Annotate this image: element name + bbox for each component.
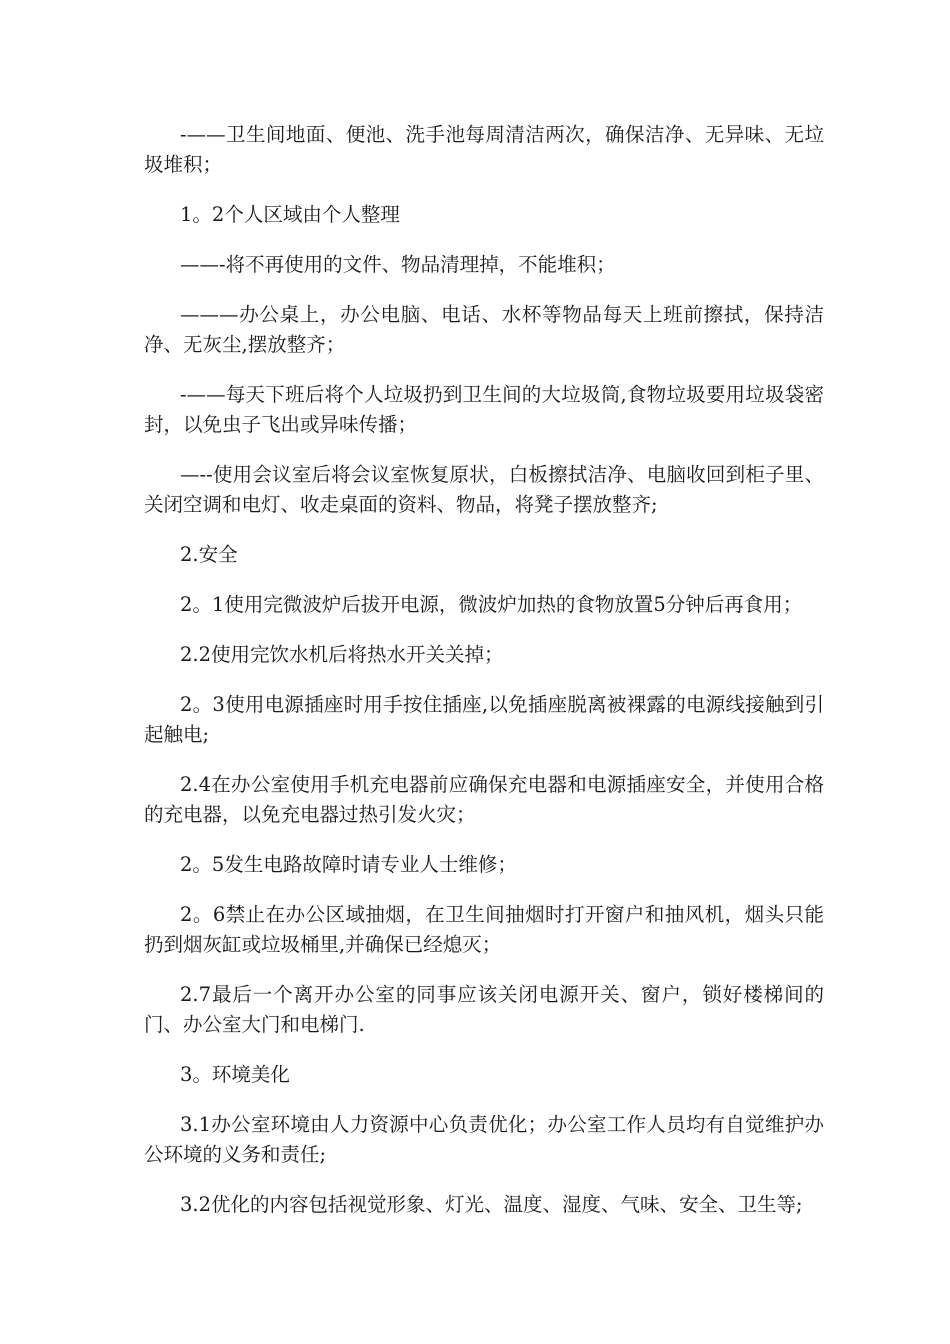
paragraph: -——每天下班后将个人垃圾扔到卫生间的大垃圾筒,食物垃圾要用垃圾袋密封，以免虫子飞出或异味传播； (144, 383, 824, 436)
paragraph: 2。5发生电路故障时请专业人士维修； (180, 853, 517, 876)
paragraph: 2。6禁止在办公区域抽烟，在卫生间抽烟时打开窗户和抽风机，烟头只能扔到烟灰缸或垃圾桶里,并确保已经熄灭； (144, 903, 824, 956)
paragraph: 2.7最后一个离开办公室的同事应该关闭电源开关、窗户，锁好楼梯间的门、办公室大门和电梯门. (144, 983, 824, 1036)
paragraph: ——-将不再使用的文件、物品清理掉，不能堆积； (180, 253, 616, 276)
paragraph: 2.2使用完饮水机后将热水开关关掉； (180, 643, 504, 666)
paragraph: 2。1使用完微波炉后拔开电源，微波炉加热的食物放置5分钟后再食用； (180, 593, 803, 616)
paragraph: -——卫生间地面、便池、洗手池每周清洁两次，确保洁净、无异味、无垃圾堆积； (144, 123, 824, 176)
paragraph: 2.4在办公室使用手机充电器前应确保充电器和电源插座安全，并使用合格的充电器，以免充电器过热引发火灾； (144, 773, 824, 826)
paragraph: 2。3使用电源插座时用手按住插座,以免插座脱离被裸露的电源线接触到引起触电; (144, 693, 824, 746)
paragraph: 3.1办公室环境由人力资源中心负责优化；办公室工作人员均有自觉维护办公环境的义务和责任; (144, 1113, 824, 1166)
document-body (144, 120, 824, 1240)
paragraph: —--使用会议室后将会议室恢复原状，白板擦拭洁净、电脑收回到柜子里、关闭空调和电灯、收走桌面的资料、物品，将凳子摆放整齐; (144, 463, 824, 516)
section-heading: 1。2个人区域由个人整理 (180, 203, 400, 226)
section-heading: 2.安全 (180, 543, 238, 566)
section-heading: 3。环境美化 (180, 1063, 290, 1086)
paragraph: 3.2优化的内容包括视觉形象、灯光、温度、湿度、气味、安全、卫生等; (180, 1193, 803, 1216)
paragraph: ———办公桌上，办公电脑、电话、水杯等物品每天上班前擦拭，保持洁净、无灰尘,摆放整齐； (144, 303, 824, 356)
